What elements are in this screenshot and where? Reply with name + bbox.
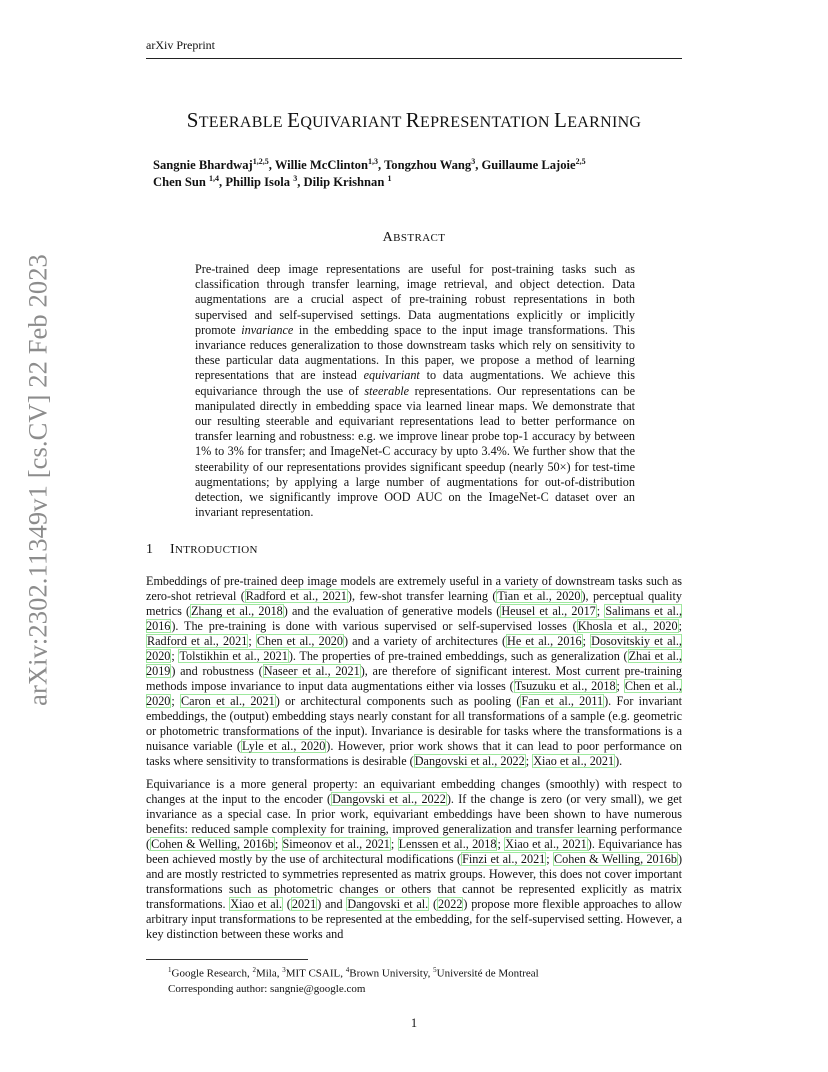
section-number: 1: [146, 542, 154, 557]
citation-link[interactable]: Radford et al., 2021: [147, 634, 248, 648]
citation-link[interactable]: He et al., 2016: [507, 634, 582, 648]
citation-link[interactable]: 2022: [438, 897, 463, 911]
citation-link[interactable]: Cohen & Welling, 2016b: [151, 837, 274, 851]
citation-link[interactable]: Dangovski et al., 2022: [332, 792, 446, 806]
citation-link[interactable]: Lenssen et al., 2018: [398, 837, 497, 851]
citation-link[interactable]: Fan et al., 2011: [521, 694, 604, 708]
citation-link[interactable]: Heusel et al., 2017: [501, 604, 596, 618]
citation-link[interactable]: Simeonov et al., 2021: [282, 837, 390, 851]
citation-link[interactable]: Xiao et al., 2021: [533, 754, 615, 768]
author-name: Chen Sun: [153, 175, 210, 189]
citation-link[interactable]: Tsuzuku et al., 2018: [514, 679, 616, 693]
citation-link[interactable]: Naseer et al., 2021: [263, 664, 360, 678]
citation-link[interactable]: Dangovski et al., 2022: [414, 754, 525, 768]
footnote-divider: [146, 959, 308, 960]
citation-link[interactable]: Finzi et al., 2021: [462, 852, 546, 866]
citation-link[interactable]: Tolstikhin et al., 2021: [179, 649, 288, 663]
paragraph: Embeddings of pre-trained deep image models are extremely useful in a variety of downstream tasks such as zero-shot retrieval (Radford et al., 2021), few-shot transfer learning (Tian et al., 2020), perceptual quality metrics (Zhang et al., 2018) and the evaluation of generative models (Heusel et al., 2017; Salimans et al., 2016). The pre-training is done with various supervised or self-supervised losses (Khosla et al., 2020; Radford et al., 2021; Chen et al., 2020) and a variety of architectures (He et al., 2016; Dosovitskiy et al., 2020; Tolstikhin et al., 2021). The properties of pre-trained embeddings, such as generalization (Zhai et al., 2019) and robustness (Naseer et al., 2021), are therefore of significant interest. Most current pre-training methods impose invariance to input data augmentations either via losses (Tsuzuku et al., 2018; Chen et al., 2020; Caron et al., 2021) or architectural components such as pooling (Fan et al., 2011). For invariant embeddings, the (output) embedding stays nearly constant for all transformations of a sample (e.g. geometric or photometric transformations of the input). Invariance is desirable for tasks where the transformations is a nuisance variable (Lyle et al., 2020). However, prior work shows that it can lead to poor performance on tasks where sensitivity to transformations is desirable (Dangovski et al., 2022; Xiao et al., 2021).: [146, 574, 683, 768]
page-number: 1: [410, 1016, 418, 1030]
citation-link[interactable]: Lyle et al., 2020: [242, 739, 326, 753]
citation-link[interactable]: Dangovski et al.: [347, 897, 429, 911]
arxiv-sidestamp: [18, 254, 58, 706]
citation-link[interactable]: Chen et al., 2020: [256, 634, 343, 648]
author-name: Sangnie Bhardwaj: [153, 158, 253, 172]
citation-link[interactable]: Radford et al., 2021: [245, 589, 347, 603]
paper-title: STEERABLE EQUIVARIANT REPRESENTATION LEARNING: [186, 108, 642, 132]
author-name: Dilip Krishnan: [303, 175, 388, 189]
citation-link[interactable]: Salimans et al., 2016: [146, 604, 683, 633]
author-name: Willie McClinton: [274, 158, 368, 172]
abstract-heading: ABSTRACT: [382, 230, 446, 245]
citation-link[interactable]: Zhang et al., 2018: [191, 604, 283, 618]
author-list: Sangnie Bhardwaj$^{1,2,5}$, Willie McClinton$^{1,3}$, Tongzhou Wang$^3$, Guillaume Lajoie$^{2,5}$ Chen Sun $^{1,4}$, Phillip Isola $^3$, Dilip Krishnan $^1$: [153, 156, 586, 189]
running-header: [146, 38, 682, 59]
citation-link[interactable]: Cohen & Welling, 2016b: [554, 852, 677, 866]
footnotes: [168, 963, 668, 997]
arxiv-identifier: arXiv:2302.11349v1 [cs.CV] 22 Feb 2023: [22, 254, 53, 706]
introduction-body: [146, 574, 682, 950]
author-name: Guillaume Lajoie: [481, 158, 576, 172]
abstract-text: Pre-trained deep image representations are useful for post-training tasks such as classification through transfer learning, image retrieval, and object detection. Data augmentations are a crucial aspect of pre-training robust representations in both supervised and self-supervised settings. Data augmentations explicitly or implicitly promote invariance in the embedding space to the input image transformations. This invariance reduces generalization to those downstream tasks which rely on sensitivity to these particular data augmentations. In this paper, we propose a method of learning representations that are instead equivariant to data augmentations. We achieve this equivariance through the use of steerable representations. Our representations can be manipulated directly in embedding space via learned linear maps. We demonstrate that our resulting steerable and equivariant representations lead to better performance on transfer learning and robustness: e.g. we improve linear probe top-1 accuracy by between 1% to 3% for transfer; and ImageNet-C accuracy by upto 3.4%. We further show that the steerability of our representations provides significant speedup (nearly 50×) for test-time augmentations; by applying a large number of augmentations for out-of-distribution detection, we significantly improve OOD AUC on the ImageNet-C dataset over an invariant representation.: [195, 262, 635, 520]
citation-link[interactable]: Chen et al., 2020: [146, 679, 682, 708]
author-name: Tongzhou Wang: [384, 158, 472, 172]
citation-link[interactable]: Tian et al., 2020: [497, 589, 581, 603]
citation-link[interactable]: Caron et al., 2021: [181, 694, 275, 708]
section-heading-introduction: 1 INTRODUCTION: [146, 542, 258, 557]
citation-link[interactable]: Dosovitskiy et al., 2020: [146, 634, 682, 663]
author-name: Phillip Isola: [225, 175, 294, 189]
citation-link[interactable]: 2021: [291, 897, 317, 911]
citation-link[interactable]: Xiao et al., 2021: [505, 837, 587, 851]
corresponding-author-footnote: Corresponding author: sangnie@google.com: [168, 982, 366, 995]
running-title: arXiv Preprint: [146, 38, 215, 52]
citation-link[interactable]: Zhai et al., 2019: [146, 649, 682, 678]
affiliations-footnote: $^1$Google Research, $^2$Mila, $^3$MIT CSAIL, $^4$Brown University, $^5$Université de Montreal: [168, 966, 539, 980]
citation-link[interactable]: Khosla et al., 2020: [577, 619, 678, 633]
citation-link[interactable]: Xiao et al.: [230, 897, 283, 911]
paragraph: Equivariance is a more general property: an equivariant embedding changes (smoothly) with respect to changes at the input to the encoder (Dangovski et al., 2022). If the change is zero (or very small), we get invariance as a special case. In prior work, equivariant embeddings have been shown to have numerous benefits: reduced sample complexity for training, improved generalization and transfer learning performance (Cohen & Welling, 2016b; Simeonov et al., 2021; Lenssen et al., 2018; Xiao et al., 2021). Equivariance has been achieved mostly by the use of architectural modifications (Finzi et al., 2021; Cohen & Welling, 2016b) and are mostly restricted to symmetries represented as matrix groups. However, this does not cover important transformations such as photometric changes or others that cannot be represented explicitly as matrix transformations. Xiao et al. (2021) and Dangovski et al. (2022) propose more flexible approaches to allow arbitrary input transformations to be represented at the embedding, for the self-supervised setting. However, a key distinction between these works and: [146, 777, 683, 941]
